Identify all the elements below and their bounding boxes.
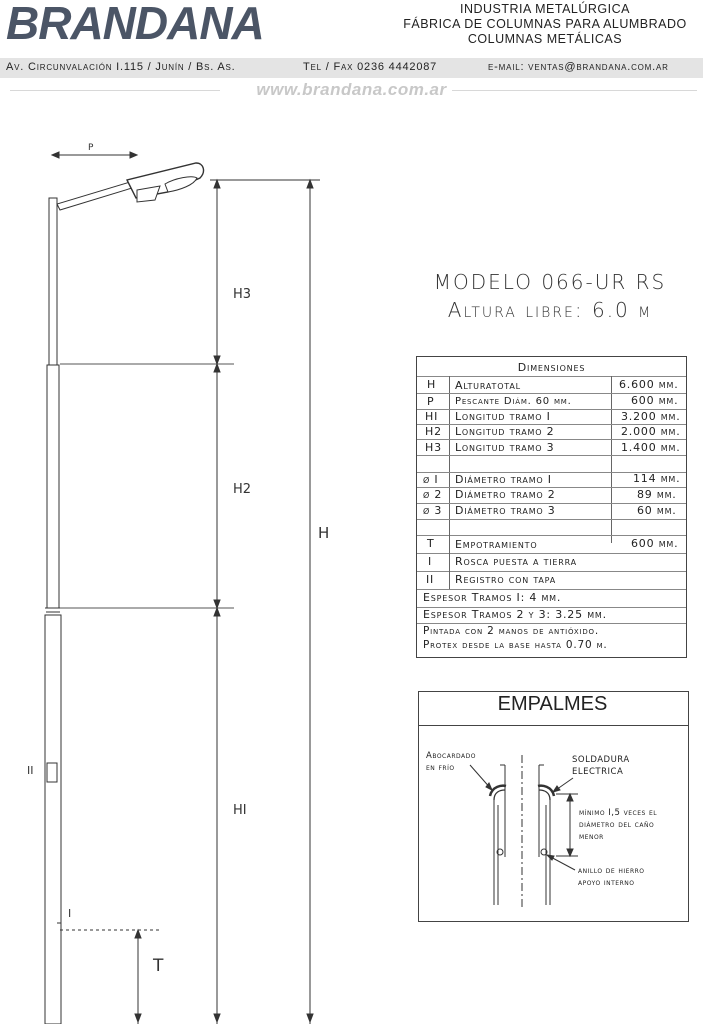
row-sym: I: [428, 555, 433, 568]
row-value: 6.600 mm.: [619, 378, 679, 391]
row-sym: ø 2: [423, 488, 443, 501]
row-sym: ø 3: [423, 504, 443, 517]
company-line-2: FÁBRICA DE COLUMNAS PARA ALUMBRADO: [403, 17, 687, 31]
row-value: 3.200 mm.: [621, 410, 681, 423]
label-registro: II: [27, 764, 34, 777]
row-label: Diámetro tramo 3: [455, 504, 556, 517]
label-h1: HI: [233, 803, 247, 818]
row-label: Pescante Diám. 60 mm.: [455, 396, 572, 407]
table-title: Dimensiones: [517, 361, 586, 374]
company-line-3: COLUMNAS METÁLICAS: [467, 32, 623, 46]
row-label: Longitud tramo I: [455, 410, 551, 423]
row-sym: P: [427, 395, 435, 408]
row-label: Rosca puesta a tierra: [455, 555, 577, 568]
note-4: Protex desde la base hasta 0.70 m.: [423, 639, 608, 651]
label-minimo: mínimo I,5 veces el: [579, 808, 658, 818]
row-label: Longitud tramo 2: [455, 425, 555, 438]
empalmes-title: EMPALMES: [497, 693, 608, 715]
label-h2: H2: [233, 482, 252, 497]
row-label: Alturatotal: [455, 379, 521, 392]
row-sym: H3: [425, 441, 442, 454]
row-value: 60 mm.: [637, 504, 677, 517]
row-sym: H2: [425, 425, 442, 438]
address-text: Av. Circunvalación I.115 / Junín / Bs. As.: [6, 61, 236, 73]
model-height: Altura libre: 6.0 m: [447, 298, 653, 322]
row-label: Longitud tramo 3: [455, 441, 555, 454]
note-2: Espesor Tramos 2 y 3: 3.25 mm.: [423, 608, 607, 621]
row-sym: ø I: [423, 473, 439, 486]
note-1: Espesor Tramos I: 4 mm.: [423, 591, 562, 604]
label-t: T: [153, 956, 164, 976]
row-value: 1.400 mm.: [621, 441, 681, 454]
email-text: e-mail: ventas@brandana.com.ar: [488, 61, 669, 73]
row-label: Diámetro tramo 2: [455, 488, 556, 501]
model-name: MODELO 066-UR RS: [433, 270, 667, 294]
row-value: 600 mm.: [631, 537, 679, 550]
row-value: 600 mm.: [631, 394, 679, 407]
row-sym: T: [427, 537, 435, 550]
phone-text: Tel / Fax 0236 4442087: [303, 61, 438, 73]
label-soldadura-2: ELECTRICA: [572, 767, 624, 777]
label-rosca: I: [68, 907, 72, 920]
row-sym: HI: [425, 410, 439, 423]
label-minimo-2: diámetro del caño: [579, 820, 655, 830]
brand-logo: BRANDANA: [6, 0, 264, 49]
company-line-1: INDUSTRIA METALÚRGICA: [459, 2, 630, 16]
label-anillo: anillo de hierro: [578, 866, 645, 876]
row-sym: H: [427, 378, 437, 391]
row-label: Registro con tapa: [455, 573, 557, 586]
row-label: Diámetro tramo I: [455, 473, 552, 486]
label-abocardado: Abocardado: [426, 751, 476, 761]
label-h: H: [318, 524, 330, 542]
row-value: 114 mm.: [633, 472, 681, 485]
label-minimo-3: menor: [579, 832, 604, 842]
row-value: 2.000 mm.: [621, 425, 681, 438]
label-anillo-2: apoyo interno: [578, 878, 635, 888]
row-label: Empotramiento: [455, 538, 538, 551]
label-p: P: [88, 143, 94, 153]
row-sym: II: [426, 573, 435, 586]
label-abocardado-2: en frío: [426, 763, 455, 773]
label-h3: H3: [233, 287, 252, 302]
website-link[interactable]: www.brandana.com.ar: [256, 80, 447, 99]
label-soldadura: SOLDADURA: [572, 755, 630, 765]
row-value: 89 mm.: [637, 488, 677, 501]
note-3: Pintada con 2 manos de antióxido.: [423, 625, 599, 637]
